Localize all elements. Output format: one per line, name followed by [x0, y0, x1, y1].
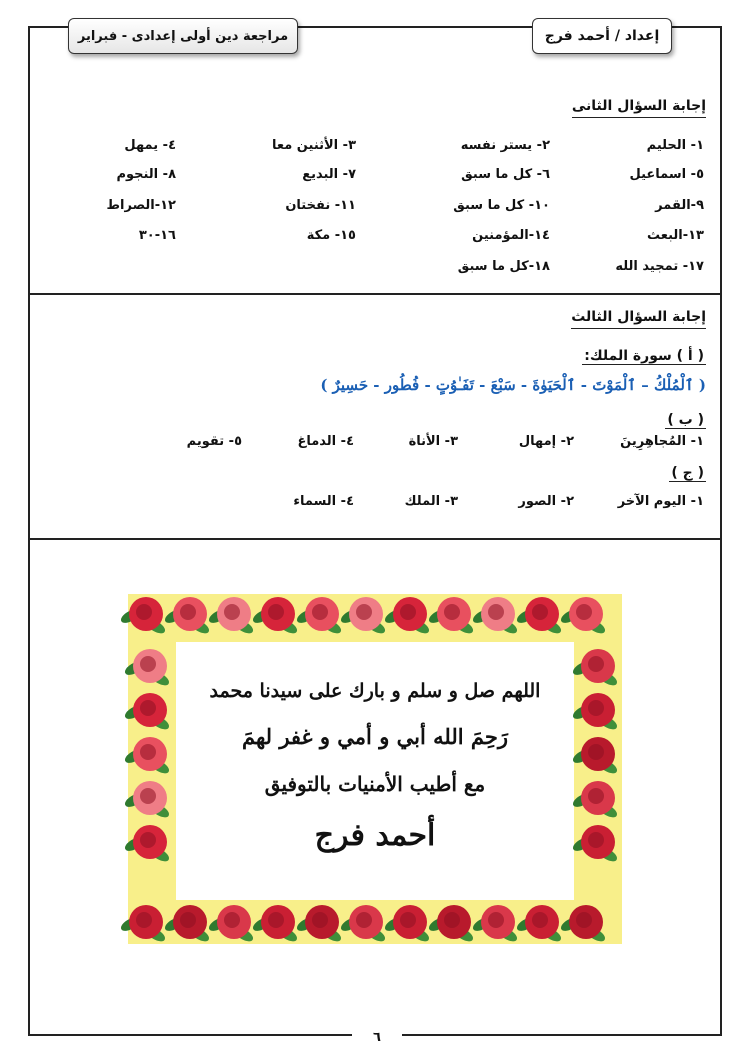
rose-center — [268, 604, 284, 620]
rose-center — [140, 744, 156, 760]
rose-center — [444, 604, 460, 620]
dedication-line-1: اللهم صل و سلم و بارك على سيدنا محمد — [209, 680, 541, 702]
part-c-answer: ٤- السماء — [293, 494, 354, 509]
page-number — [352, 1024, 402, 1052]
rose-center — [136, 604, 152, 620]
q2-answer: ١١- نفختان — [285, 198, 356, 213]
rose-center — [588, 700, 604, 716]
rose-center — [532, 604, 548, 620]
rose-center — [488, 912, 504, 928]
rose-center — [224, 604, 240, 620]
author-signature: أحمد فرج — [314, 818, 436, 853]
q2-answer: ٣- الأثنين معا — [272, 138, 356, 153]
part-c-answer: ٢- الصور — [518, 494, 574, 509]
q2-answer: ١٤-المؤمنين — [472, 228, 550, 243]
q2-answer: ٤- يمهل — [124, 138, 176, 153]
q2-answer: ٨- النجوم — [116, 167, 176, 182]
rose-center — [400, 912, 416, 928]
part-a-label: ( أ ) سورة الملك: — [584, 348, 704, 364]
dedication-line-3: مع أطيب الأمنيات بالتوفيق — [264, 772, 486, 796]
rose-center — [400, 604, 416, 620]
rose-center — [444, 912, 460, 928]
rose-center — [140, 656, 156, 672]
author-box — [532, 18, 672, 54]
q2-answer: ٥- اسماعيل — [629, 167, 704, 182]
rose-center — [588, 788, 604, 804]
q2-title: إجابة السؤال الثانى — [572, 98, 706, 118]
q2-answer: ١٠- كل ما سبق — [453, 198, 550, 213]
rose-center — [588, 832, 604, 848]
author-label: إعداد / أحمد فرج — [544, 28, 660, 44]
rose-center — [268, 912, 284, 928]
q2-answer: ١٥- مكة — [306, 228, 356, 243]
rose-center — [140, 832, 156, 848]
q3-title: إجابة السؤال الثالث — [571, 309, 706, 329]
rose-frame-illustration — [106, 570, 642, 962]
q2-answer: ٢- يستر نفسه — [460, 138, 550, 153]
q2-answer: ١٨-كل ما سبق — [457, 259, 550, 274]
part-b-answer: ٣- الأناة — [408, 434, 458, 449]
q2-answer: ١٦-٣٠ — [138, 228, 176, 243]
q2-answer: ١٣-البعث — [646, 228, 704, 243]
part-a-quran-words: ( ٱلْمُلْكُ – ٱلْمَوْتَ - ٱلْحَيَوٰةَ - سَبْعَ - تَفَـٰوُتٍ - فُطُور - حَسِيرٌ ) — [320, 376, 706, 394]
part-c-label: ( ج ) — [671, 465, 704, 481]
rose-center — [180, 912, 196, 928]
rose-center — [588, 744, 604, 760]
dedication-line-2: رَحِمَ الله أبي و أمي و غفر لهمَ — [241, 724, 509, 749]
rose-center — [140, 788, 156, 804]
part-b-label: ( ب ) — [667, 412, 704, 428]
title-box — [68, 18, 298, 54]
q2-answer: ١- الحليم — [646, 138, 704, 153]
part-c-answer: ١- اليوم الآخر — [617, 494, 704, 509]
part-b-answer: ٢- إمهال — [518, 434, 574, 449]
q2-answer: ٧- البديع — [302, 167, 356, 182]
part-b-answer: ٤- الدماغ — [297, 434, 354, 449]
rose-center — [356, 912, 372, 928]
worksheet-title: مراجعة دين أولى إعدادى - فبراير — [77, 28, 289, 44]
q2-answer: ٩-القمر — [655, 198, 704, 213]
part-b-answer: ١- المُجاهِرِينَ — [620, 434, 704, 449]
part-c-answer: ٣- الملك — [404, 494, 458, 509]
rose-center — [224, 912, 240, 928]
part-b-answer: ٥- تقويم — [186, 434, 242, 449]
rose-center — [588, 656, 604, 672]
page-number-value: ٦ — [373, 1030, 381, 1045]
section-divider — [30, 293, 720, 295]
rose-center — [136, 912, 152, 928]
q2-answer: ٦- كل ما سبق — [461, 167, 550, 182]
rose-center — [180, 604, 196, 620]
rose-center — [488, 604, 504, 620]
rose-center — [576, 604, 592, 620]
rose-center — [140, 700, 156, 716]
q2-answer: ١٧- تمجيد الله — [615, 259, 704, 274]
rose-center — [312, 912, 328, 928]
rose-center — [356, 604, 372, 620]
q2-answer: ١٢-الصراط — [106, 198, 176, 213]
rose-center — [532, 912, 548, 928]
section-divider — [30, 538, 720, 540]
rose-center — [312, 604, 328, 620]
rose-center — [576, 912, 592, 928]
